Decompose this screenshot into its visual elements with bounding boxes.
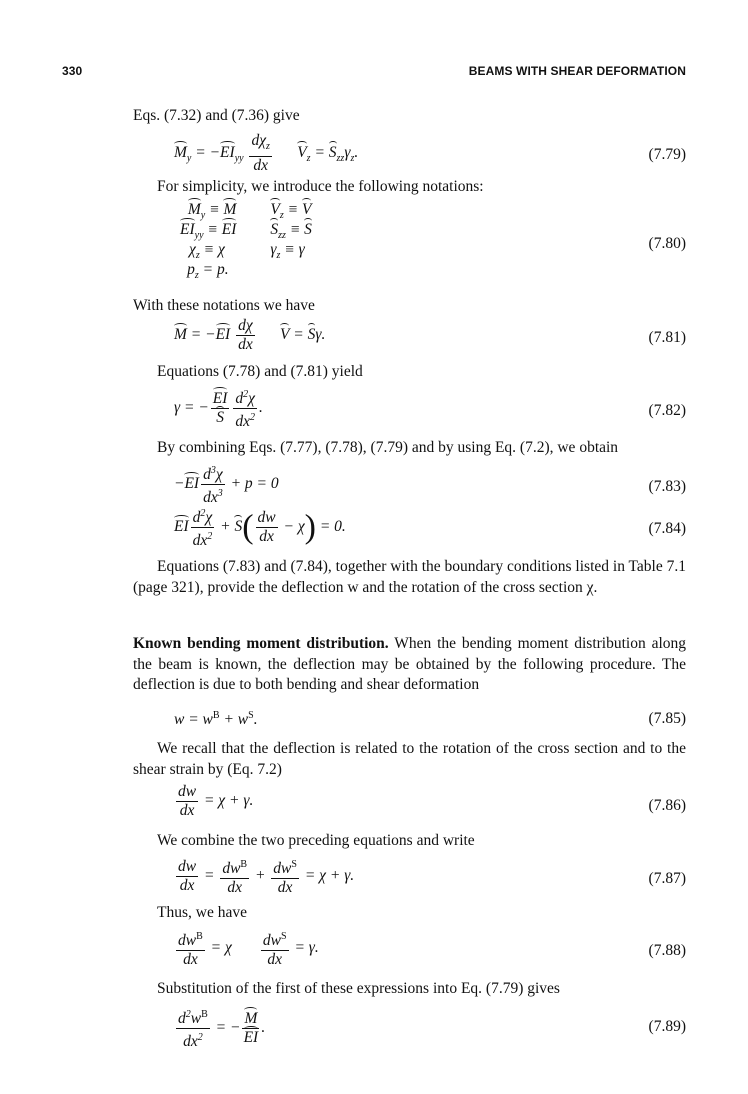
equation-number: (7.85) <box>648 710 686 727</box>
equation-number: (7.80) <box>648 235 686 252</box>
section-heading: Known bending moment distribution. <box>133 635 389 652</box>
paragraph: Eqs. (7.32) and (7.36) give <box>133 107 300 124</box>
equation-7-79: $M_y = -EI_{yy}$ $\frac{d\chi_z}{dx}$ $V_z = S_{zz}\gamma_z$. <box>174 132 359 175</box>
equation-7-80: $M_y \equiv M$ $V_z \equiv V$ $EI_{yy}$ ≡ EI $S_{zz} \equiv S$ $\chi_z \equiv \chi$ $\gamma_z \equiv \gamma$ $p_z = p$. <box>180 201 312 282</box>
paragraph: We recall that the deflection is related to the rotation of the cross section and to the shear strain by (Eq. 7.2) <box>133 740 686 778</box>
equation-number: (7.82) <box>648 402 686 419</box>
paragraph <box>133 634 686 696</box>
equation-number: (7.84) <box>648 520 686 537</box>
equation-number: (7.86) <box>648 797 686 814</box>
equation-number: (7.89) <box>648 1018 686 1035</box>
paragraph: Equations (7.78) and (7.81) yield <box>157 363 363 380</box>
equation-7-87: $\frac{dw}{dx}$ = $\frac{dw^B}{dx}$ + $\frac{dw^S}{dx}$ = χ + γ. <box>174 856 354 897</box>
running-title: BEAMS WITH SHEAR DEFORMATION <box>468 64 686 78</box>
paragraph-text: When the bending moment distribution along the beam is known, the deflection may be obtained by the following procedure. The deflection is due to both bending and shear deformation <box>133 635 687 693</box>
equation-7-85: $w = w^B + w^S$. <box>174 710 258 729</box>
equation-number: (7.87) <box>648 870 686 887</box>
equation-7-84: EI $\frac{d^2\chi}{dx^2}$ + S( $\frac{dw}{dx}$ − χ) = 0. <box>174 505 346 550</box>
equation-7-89: $\frac{d^2w^B}{dx^2}$ = − $\frac{M}{EI}$ . <box>174 1006 265 1051</box>
paragraph: We combine the two preceding equations and write <box>157 832 475 849</box>
equation-7-81: M = −EI $\frac{d\chi}{dx}$ V = Sγ. <box>174 317 326 353</box>
equation-7-86: $\frac{dw}{dx}$ = χ + γ. <box>178 783 254 819</box>
paragraph: Substitution of the first of these expressions into Eq. (7.79) gives <box>157 980 560 997</box>
page-number: 330 <box>62 64 83 78</box>
equation-7-88: $\frac{dw^B}{dx}$ = χ $\frac{dw^S}{dx}$ = γ. <box>174 928 319 969</box>
equation-7-82: γ = − $\frac{EI}{S}$ $\frac{d^2\chi}{dx^2}$ . <box>174 386 263 431</box>
equation-number: (7.79) <box>648 146 686 163</box>
paragraph: Equations (7.83) and (7.84), together with the boundary conditions listed in Table 7.1 (page 321), provide the deflection w and the rotation of the cross section χ. <box>133 558 686 596</box>
equation-number: (7.88) <box>648 942 686 959</box>
equation-number: (7.83) <box>648 478 686 495</box>
paragraph: With these notations we have <box>133 297 315 314</box>
paragraph: For simplicity, we introduce the following notations: <box>157 178 484 195</box>
paragraph: By combining Eqs. (7.77), (7.78), (7.79) and by using Eq. (7.2), we obtain <box>157 439 619 456</box>
paragraph: Thus, we have <box>157 904 247 921</box>
equation-7-83: −EI $\frac{d^3\chi}{dx^3}$ + p = 0 <box>174 462 279 507</box>
equation-number: (7.81) <box>648 329 686 346</box>
